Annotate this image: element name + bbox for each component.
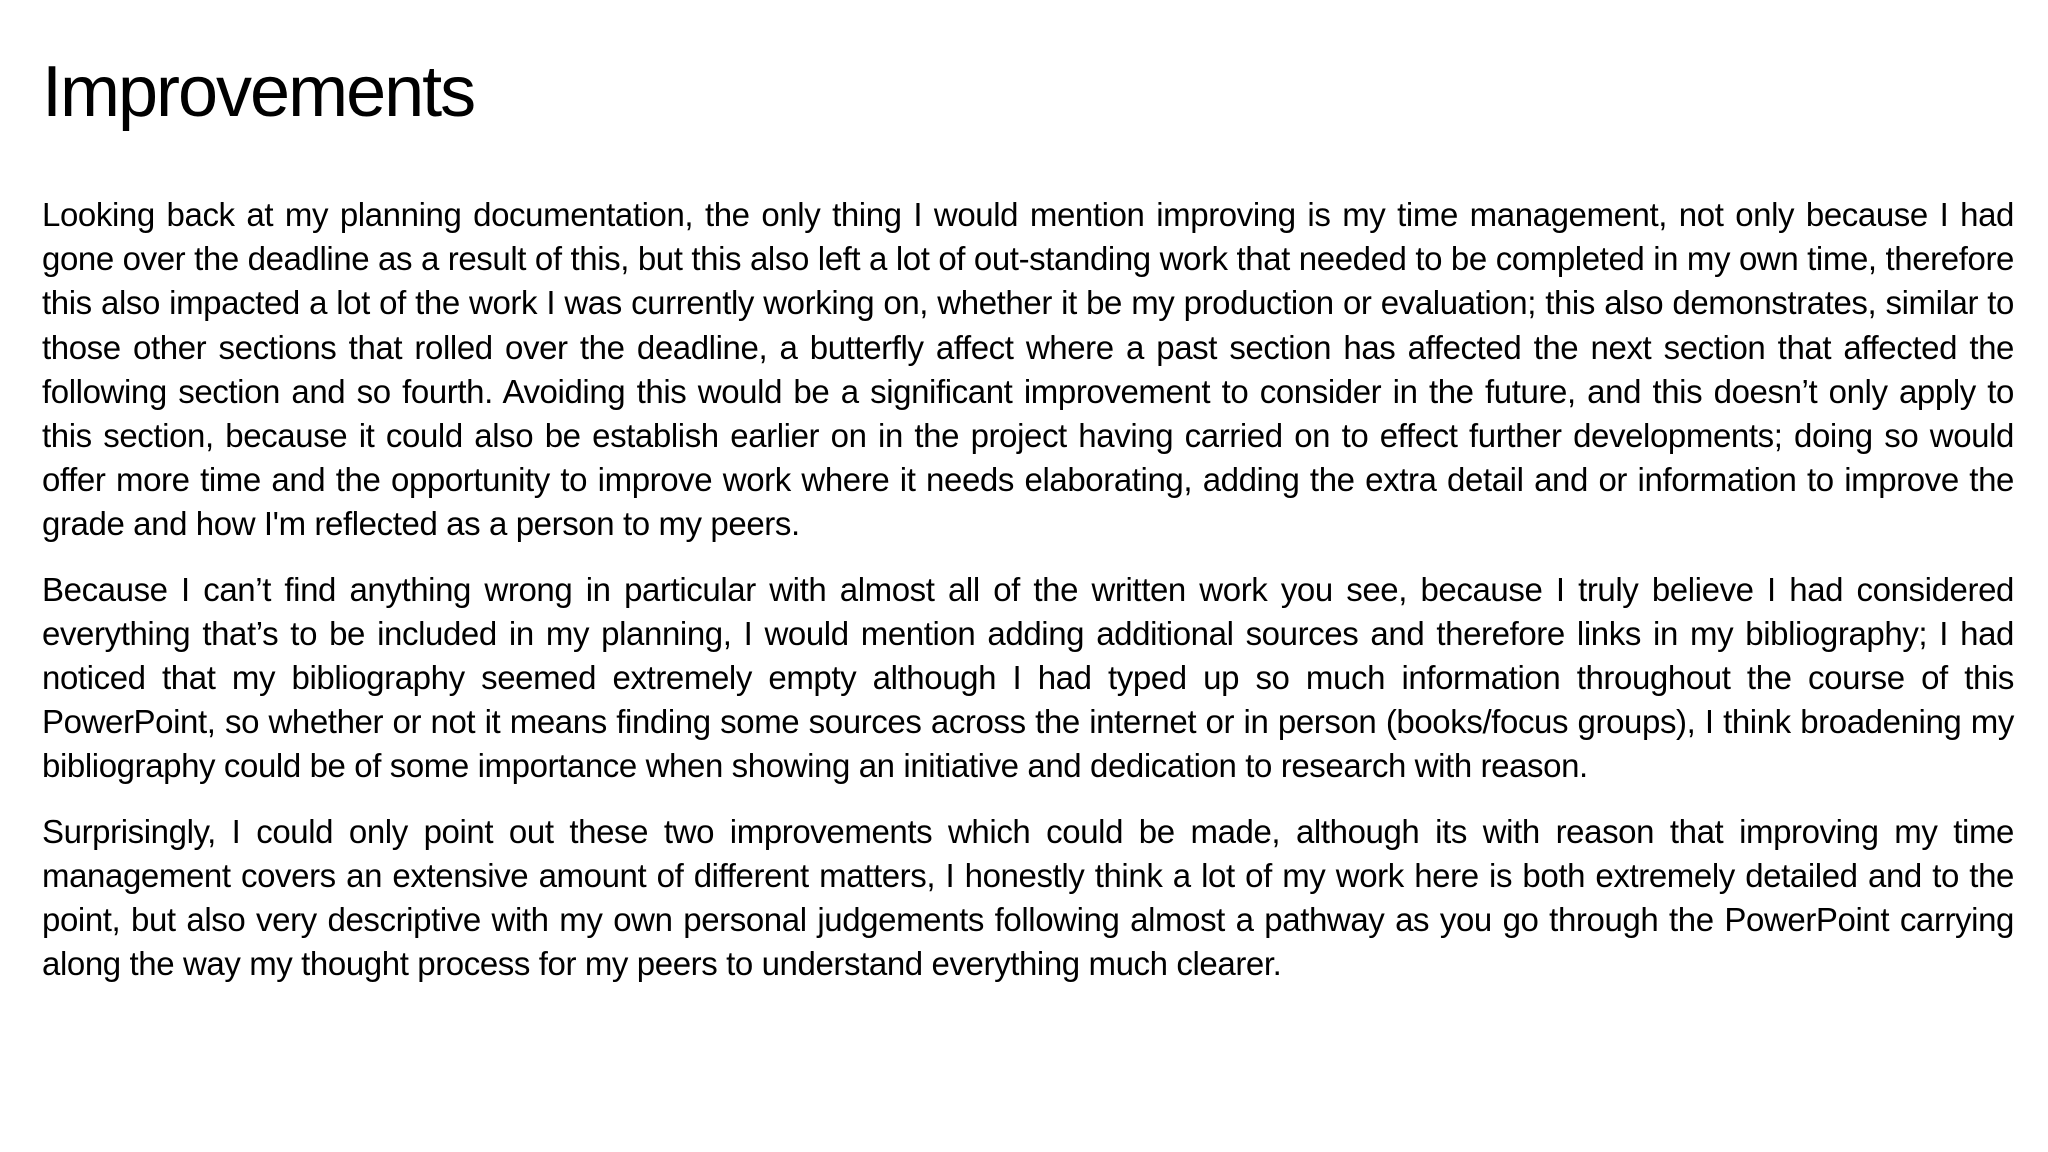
slide-body [42,193,2014,986]
paragraph-conclusion: Surprisingly, I could only point out these two improvements which could be made, although its with reason that improving my time management covers an extensive amount of different matters, I honestly think a lot of my work here is both extremely detailed and to the point, but also very descriptive with my own personal judgements following almost a pathway as you go through the PowerPoint carrying along the way my thought process for my peers to understand everything much clearer. [42,812,2014,983]
paragraph-bibliography: Because I can’t find anything wrong in particular with almost all of the written work you see, because I truly believe I had considered everything that’s to be included in my planning, I would mention adding additional sources and therefore links in my bibliography; I had noticed that my bibliography seemed extremely empty although I had typed up so much information throughout the course of this PowerPoint, so whether or not it means finding some sources across the internet or in person (books/focus groups), I think broadening my bibliography could be of some importance when showing an initiative and dedication to research with reason. [42,570,2014,785]
paragraph-time-management: Looking back at my planning documentation, the only thing I would mention improving is my time management, not only because I had gone over the deadline as a result of this, but this also left a lot of out-standing work that needed to be completed in my own time, therefore this also impacted a lot of the work I was currently working on, whether it be my production or evaluation; this also demonstrates, similar to those other sections that rolled over the deadline, a butterfly affect where a past section has affected the next section that affected the following section and so fourth. Avoiding this would be a significant improvement to consider in the future, and this doesn’t only apply to this section, because it could also be establish earlier on in the project having carried on to effect further developments; doing so would offer more time and the opportunity to improve work where it needs elaborating, adding the extra detail and or information to improve the grade and how I'm reflected as a person to my peers. [42,196,2014,543]
slide-title: Improvements [42,52,475,132]
